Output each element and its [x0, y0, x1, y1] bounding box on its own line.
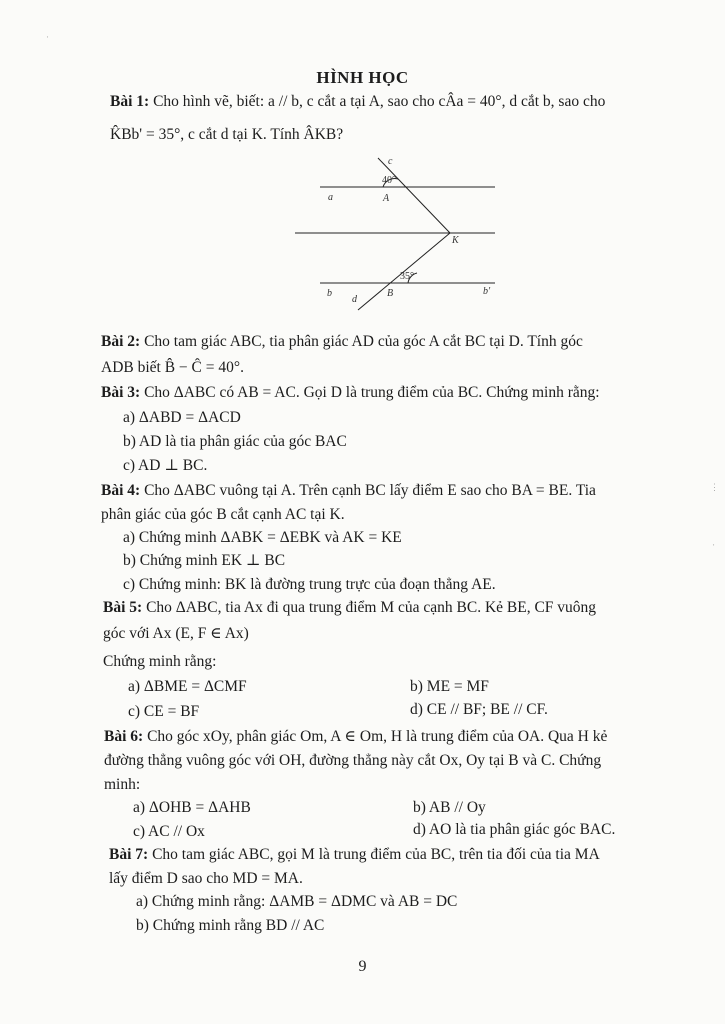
exercise-4-label: Bài 4: [101, 482, 141, 499]
exercise-4-text-1: Cho ΔABC vuông tại A. Trên cạnh BC lấy điểm E sao cho BA = BE. Tia [140, 482, 596, 499]
exercise-5-line-2: góc với Ax (E, F ∈ Ax) [103, 625, 249, 642]
exercise-6-item-b: b) AB // Oy [413, 799, 486, 816]
exercise-1-line-1 [110, 92, 605, 112]
exercise-5-line-1 [103, 598, 596, 618]
exercise-6-item-c: c) AC // Ox [133, 823, 205, 840]
exercise-1-line-2: K̂Bb' = 35°, c cắt d tại K. Tính ÂKB? [110, 126, 344, 143]
exercise-7-line-2: lấy điểm D sao cho MD = MA. [109, 870, 303, 887]
scan-speck: · [46, 32, 49, 42]
exercise-4-line-1 [101, 481, 596, 501]
exercise-5-line-3: Chứng minh rằng: [103, 653, 217, 670]
exercise-1-text-1: Cho hình vẽ, biết: a // b, c cắt a tại A, sao cho cÂa = 40°, d cắt b, sao cho [149, 93, 606, 110]
exercise-3-label: Bài 3: [101, 384, 141, 401]
label-B: B [387, 288, 394, 299]
exercise-6-item-a: a) ΔOHB = ΔAHB [133, 799, 251, 816]
exercise-3-item-b: b) AD là tia phân giác của góc BAC [123, 433, 347, 450]
angle-40-label: 40° [382, 175, 396, 186]
exercise-7-line-1 [109, 845, 600, 865]
exercise-7-label: Bài 7: [109, 846, 149, 863]
exercise-4-item-b: b) Chứng minh EK ⊥ BC [123, 552, 286, 569]
exercise-2-label: Bài 2: [101, 333, 141, 350]
exercise-5-item-c: c) CE = BF [128, 703, 200, 720]
label-d: d [352, 294, 357, 305]
exercise-5-item-a: a) ΔBME = ΔCMF [128, 678, 247, 695]
exercise-2-line-1 [101, 332, 583, 352]
exercise-5-item-b: b) ME = MF [410, 678, 489, 695]
label-c: c [388, 156, 393, 167]
label-K: K [452, 235, 459, 246]
exercise-7-item-b: b) Chứng minh rằng BD // AC [136, 917, 325, 934]
scan-speck: ⋮ [710, 482, 719, 492]
exercise-5-item-d: d) CE // BF; BE // CF. [410, 701, 548, 718]
page-title: HÌNH HỌC [316, 68, 409, 87]
exercise-6-text-1: Cho góc xOy, phân giác Om, A ∈ Om, H là trung điểm của OA. Qua H kẻ [143, 728, 608, 745]
label-b: b [327, 288, 332, 299]
exercise-3-text-1: Cho ΔABC có AB = AC. Gọi D là trung điểm của BC. Chứng minh rằng: [140, 384, 600, 401]
exercise-4-item-c: c) Chứng minh: BK là đường trung trực của đoạn thẳng AE. [123, 576, 496, 593]
exercise-4-item-a: a) Chứng minh ΔABK = ΔEBK và AK = KE [123, 529, 402, 546]
exercise-4-line-2: phân giác của góc B cắt cạnh AC tại K. [101, 506, 345, 523]
label-a: a [328, 192, 333, 203]
exercise-5-label: Bài 5: [103, 599, 143, 616]
scan-speck: ⋅ [712, 540, 716, 550]
exercise-2-line-2: ADB biết B̂ − Ĉ = 40°. [101, 359, 244, 376]
angle-35-label: 35° [400, 271, 414, 282]
page-number: 9 [358, 958, 367, 975]
exercise-6-line-2: đường thẳng vuông góc với OH, đường thẳng này cắt Ox, Oy tại B và C. Chứng [104, 752, 602, 769]
exercise-7-item-a: a) Chứng minh rằng: ΔAMB = ΔDMC và AB = DC [136, 893, 458, 910]
exercise-6-item-d: d) AO là tia phân giác góc BAC. [413, 821, 616, 838]
exercise-5-text-1: Cho ΔABC, tia Ax đi qua trung điểm M của cạnh BC. Kẻ BE, CF vuông [142, 599, 597, 616]
exercise-1-figure [290, 150, 510, 320]
label-A: A [383, 193, 390, 204]
exercise-7-text-1: Cho tam giác ABC, gọi M là trung điểm của BC, trên tia đối của tia MA [148, 846, 600, 863]
exercise-3-item-c: c) AD ⊥ BC. [123, 457, 208, 474]
exercise-2-text-1: Cho tam giác ABC, tia phân giác AD của góc A cắt BC tại D. Tính góc [140, 333, 583, 350]
exercise-3-item-a: a) ΔABD = ΔACD [123, 409, 241, 426]
exercise-3-line-1 [101, 383, 600, 403]
exercise-6-line-3: minh: [104, 776, 141, 793]
exercise-6-label: Bài 6: [104, 728, 144, 745]
exercise-6-line-1 [104, 727, 607, 747]
exercise-1-label: Bài 1: [110, 93, 150, 110]
label-b-prime: b' [483, 286, 491, 297]
